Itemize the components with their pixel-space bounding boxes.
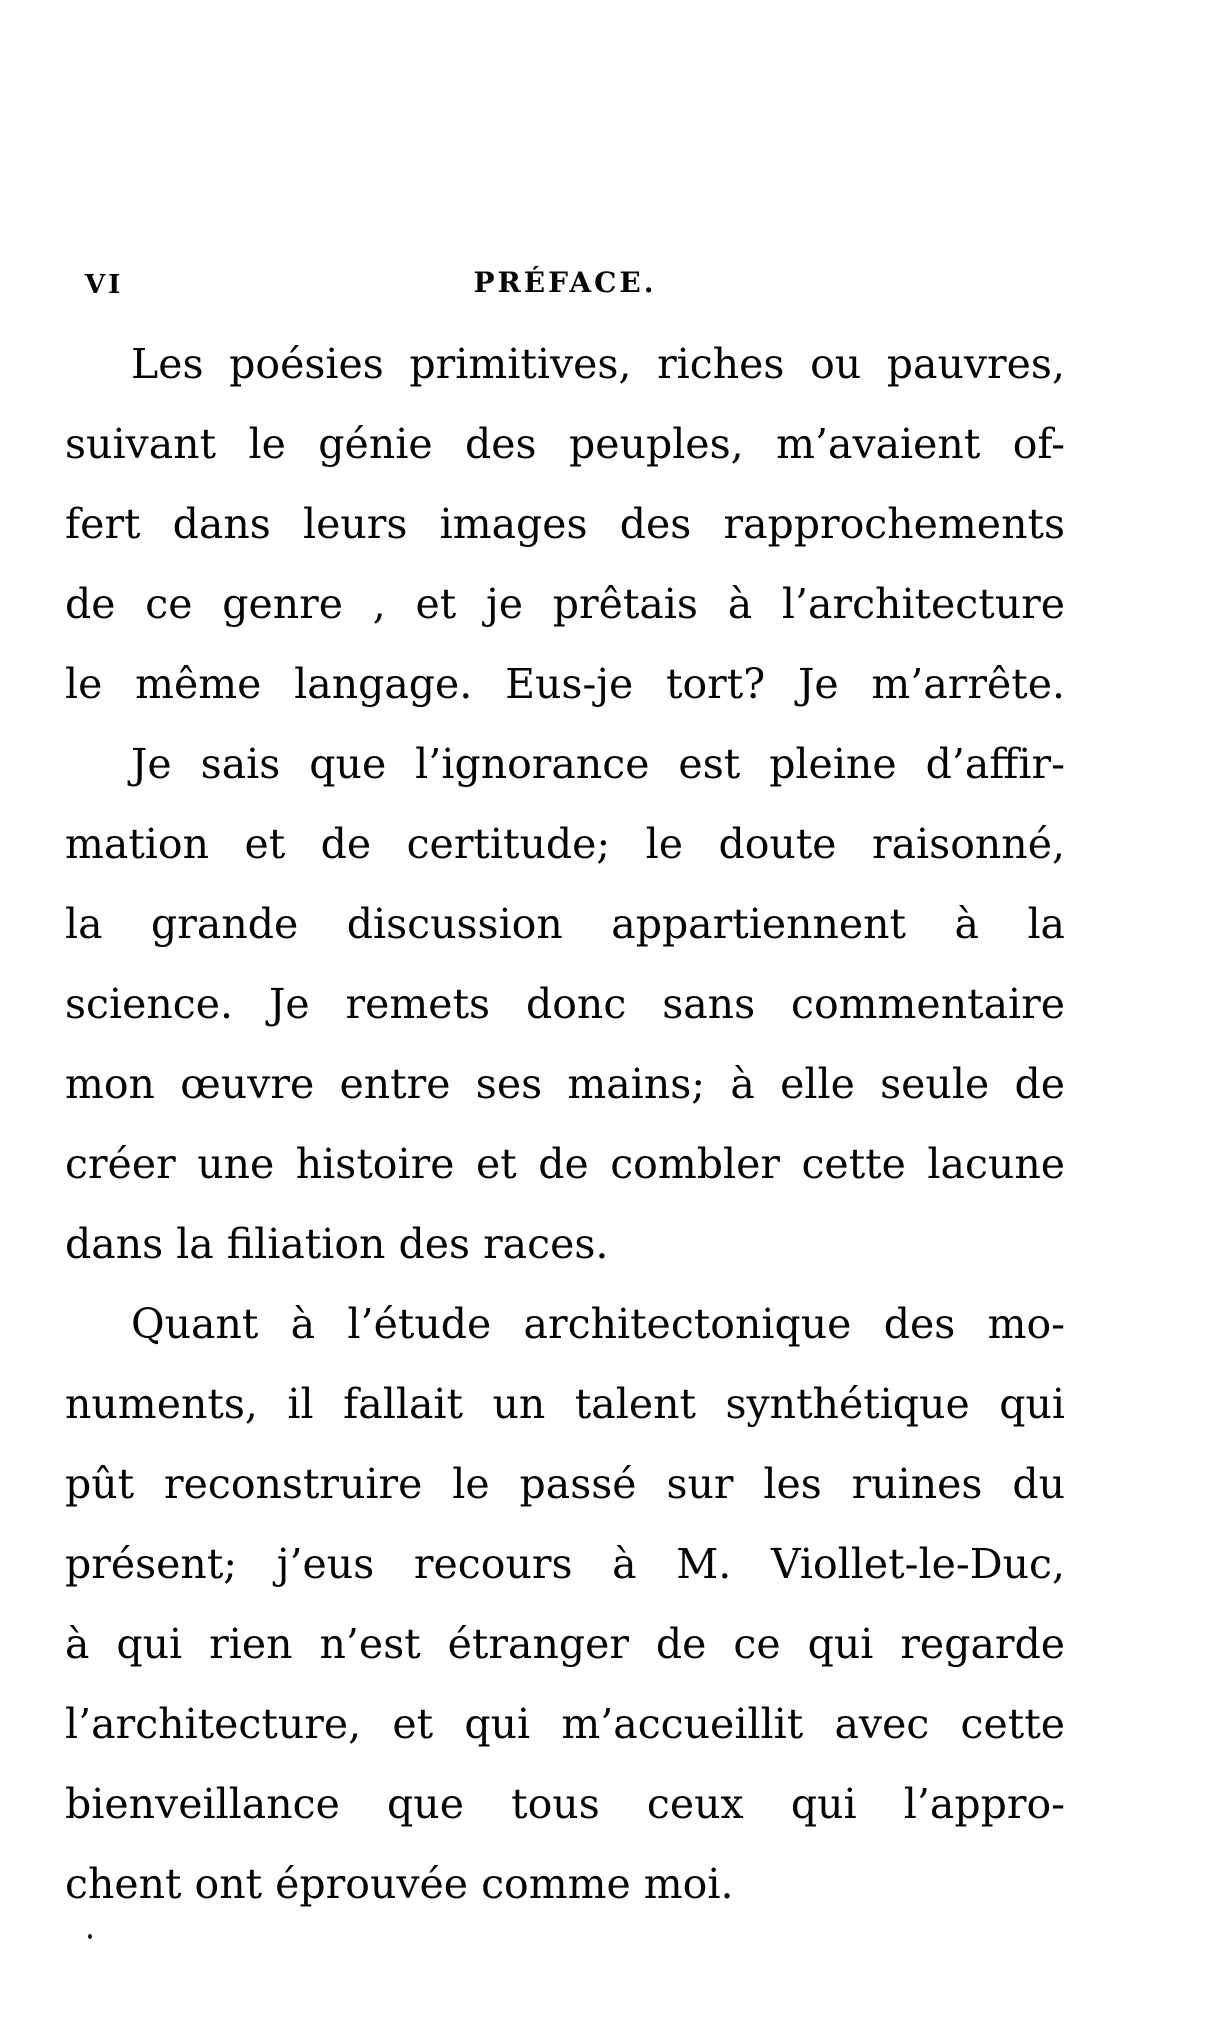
text-line: suivant le génie des peuples, m’avaient of- [65,420,1065,468]
text-line: Quant à l’étude architectonique des mo- [131,1300,1065,1348]
text-line: l’architecture, et qui m’accueillit avec cette [65,1700,1065,1748]
text-line: la grande discussion appartiennent à la [65,900,1065,948]
text-line: présent; j’eus recours à M. Viollet-le-Duc, [65,1540,1065,1588]
text-line: fert dans leurs images des rapprochements [65,500,1065,548]
text-line: mation et de certitude; le doute raisonné, [65,820,1065,868]
text-line: le même langage. Eus-je tort? Je m’arrête. [65,660,1065,708]
text-line: numents, il fallait un talent synthétique qui [65,1380,1065,1428]
page-title: PRÉFACE. [473,266,657,299]
page-number: VI [85,270,124,300]
page-header [65,266,1065,300]
ink-speck-artifact [88,1934,92,1939]
text-line: mon œuvre entre ses mains; à elle seule de [65,1060,1065,1108]
text-line: Je sais que l’ignorance est pleine d’affir- [131,740,1065,788]
text-line: chent ont éprouvée comme moi. [65,1860,734,1908]
text-line: science. Je remets donc sans commentaire [65,980,1065,1028]
text-line: pût reconstruire le passé sur les ruines du [65,1460,1065,1508]
body-text [65,324,1065,1924]
text-line: à qui rien n’est étranger de ce qui regarde [65,1620,1065,1668]
text-line: créer une histoire et de combler cette lacune [65,1140,1065,1188]
text-line: de ce genre , et je prêtais à l’architecture [65,580,1065,628]
text-line: dans la filiation des races. [65,1220,609,1268]
text-line: bienveillance que tous ceux qui l’appro- [65,1780,1065,1828]
text-line: Les poésies primitives, riches ou pauvres, [131,340,1065,388]
